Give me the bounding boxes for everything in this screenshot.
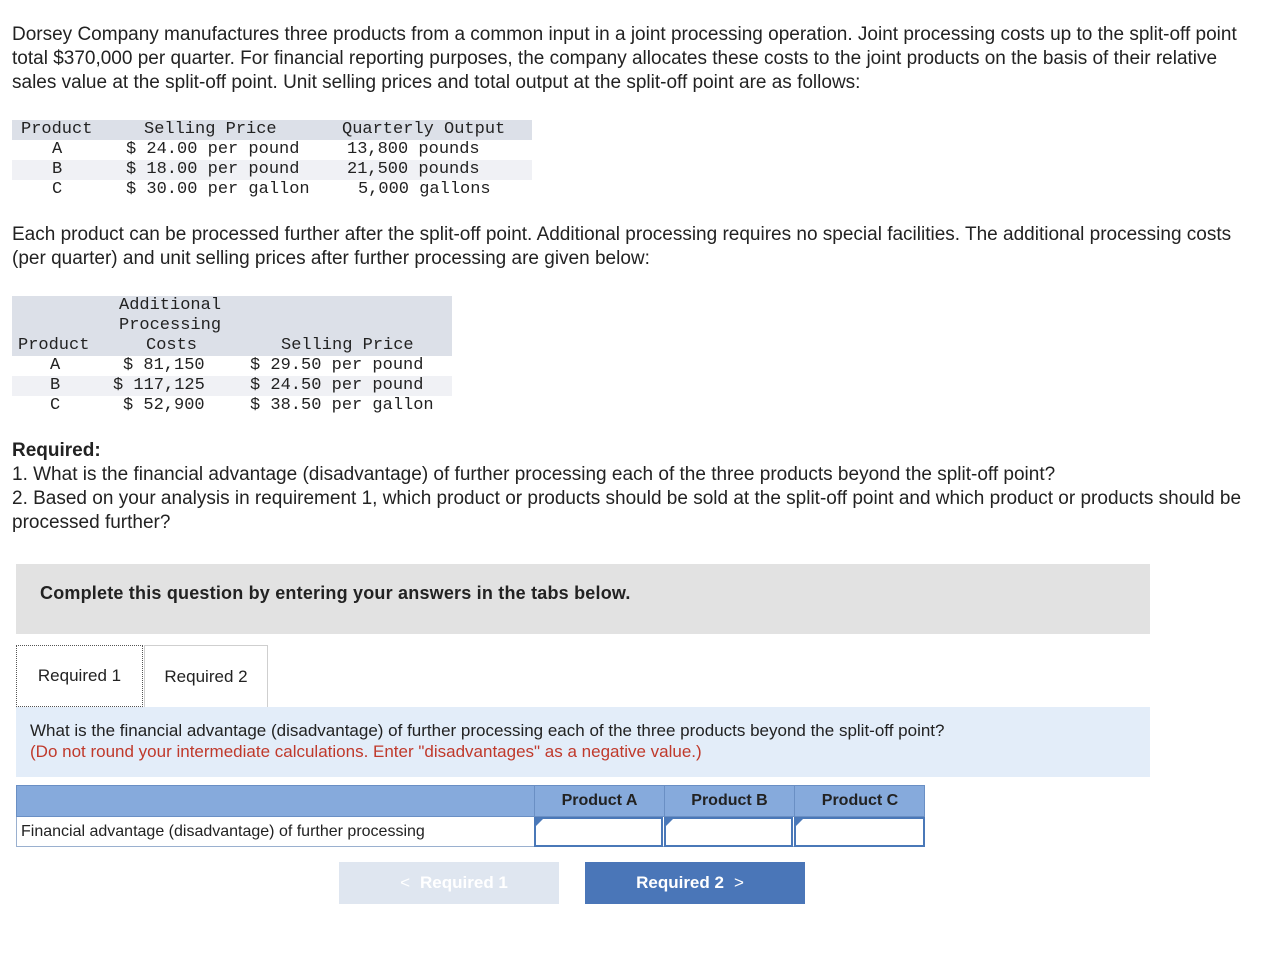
required-q1: 1. What is the financial advantage (disadvantage) of further processing each of the three products beyond the split-off point?	[12, 464, 1056, 485]
chevron-right-icon: >	[733, 873, 744, 892]
t1-price-b: $ 18.00 per pound	[126, 160, 300, 179]
next-required-2-button[interactable]	[585, 862, 805, 904]
t2-header-product: Product	[18, 336, 90, 355]
t2-header-price: Selling Price	[281, 336, 414, 355]
t2-header-costs: Costs	[146, 336, 198, 355]
question-text: What is the financial advantage (disadvantage) of further processing each of the three products beyond the split-off point?	[30, 721, 945, 740]
t1-output-b: 21,500 pounds	[347, 160, 480, 179]
question-panel	[16, 707, 1150, 777]
t2-price-c: $ 38.50 per gallon	[250, 396, 434, 415]
t1-header-product: Product	[21, 120, 93, 139]
instruction-text: Complete this question by entering your answers in the tabs below.	[40, 583, 631, 603]
t1-output-a: 13,800 pounds	[347, 140, 480, 159]
product-b-advantage-input[interactable]	[664, 817, 793, 847]
required-q2: 2. Based on your analysis in requirement 1, which product or products should be sold at the split-off point and which product or products should be processed further?	[12, 488, 1242, 533]
t1-price-c: $ 30.00 per gallon	[126, 180, 310, 199]
prev-button-label: Required 1	[420, 873, 508, 892]
required-heading: Required:	[12, 440, 101, 461]
question-note: (Do not round your intermediate calculations. Enter "disadvantages" as a negative value.)	[30, 742, 702, 761]
t1-product-b: B	[52, 160, 63, 179]
chevron-left-icon: <	[400, 873, 411, 892]
prev-required-1-button[interactable]	[339, 862, 559, 904]
input-marker-icon	[796, 819, 803, 826]
t2-cost-b: $ 117,125	[113, 376, 205, 395]
t2-product-b: B	[50, 376, 61, 395]
input-marker-icon	[536, 819, 543, 826]
t1-price-a: $ 24.00 per pound	[126, 140, 300, 159]
t2-header-additional: Additional	[119, 296, 222, 315]
instruction-banner	[16, 564, 1150, 634]
required-section	[12, 439, 1260, 535]
problem-intro: Dorsey Company manufactures three products from a common input in a joint processing operation. Joint processing costs up to the split-off point total $370,000 per quarter. For financial reporting purposes, the company allocates these costs to the joint products on the basis of their relative sales value at the split-off point. Unit selling prices and total output at the split-off point are as follows:	[12, 24, 1237, 93]
t1-product-c: C	[52, 180, 63, 199]
t2-product-c: C	[50, 396, 61, 415]
t1-header-price: Selling Price	[144, 120, 277, 139]
t1-output-c: 5,000 gallons	[358, 180, 491, 199]
col-product-a: Product A	[534, 785, 664, 817]
col-product-b: Product B	[664, 785, 794, 817]
t2-price-a: $ 29.50 per pound	[250, 356, 424, 375]
input-marker-icon	[666, 819, 673, 826]
t2-cost-a: $ 81,150	[123, 356, 205, 375]
t2-header-processing: Processing	[119, 316, 222, 335]
further-processing-text: Each product can be processed further after the split-off point. Additional processing requires no special facilities. The additional processing costs (per quarter) and unit selling prices after further processing are given below:	[12, 224, 1232, 269]
t2-product-a: A	[50, 356, 61, 375]
t2-price-b: $ 24.50 per pound	[250, 376, 424, 395]
next-button-label: Required 2	[636, 873, 724, 892]
tab-required-1[interactable]: Required 1	[16, 645, 143, 707]
product-c-advantage-input[interactable]	[794, 817, 925, 847]
t2-cost-c: $ 52,900	[123, 396, 205, 415]
answer-row-label: Financial advantage (disadvantage) of further processing	[21, 823, 425, 840]
product-a-advantage-input[interactable]	[534, 817, 663, 847]
tab-required-2[interactable]: Required 2	[144, 645, 268, 707]
col-product-c: Product C	[794, 785, 925, 817]
t1-product-a: A	[52, 140, 63, 159]
t1-header-output: Quarterly Output	[342, 120, 506, 139]
